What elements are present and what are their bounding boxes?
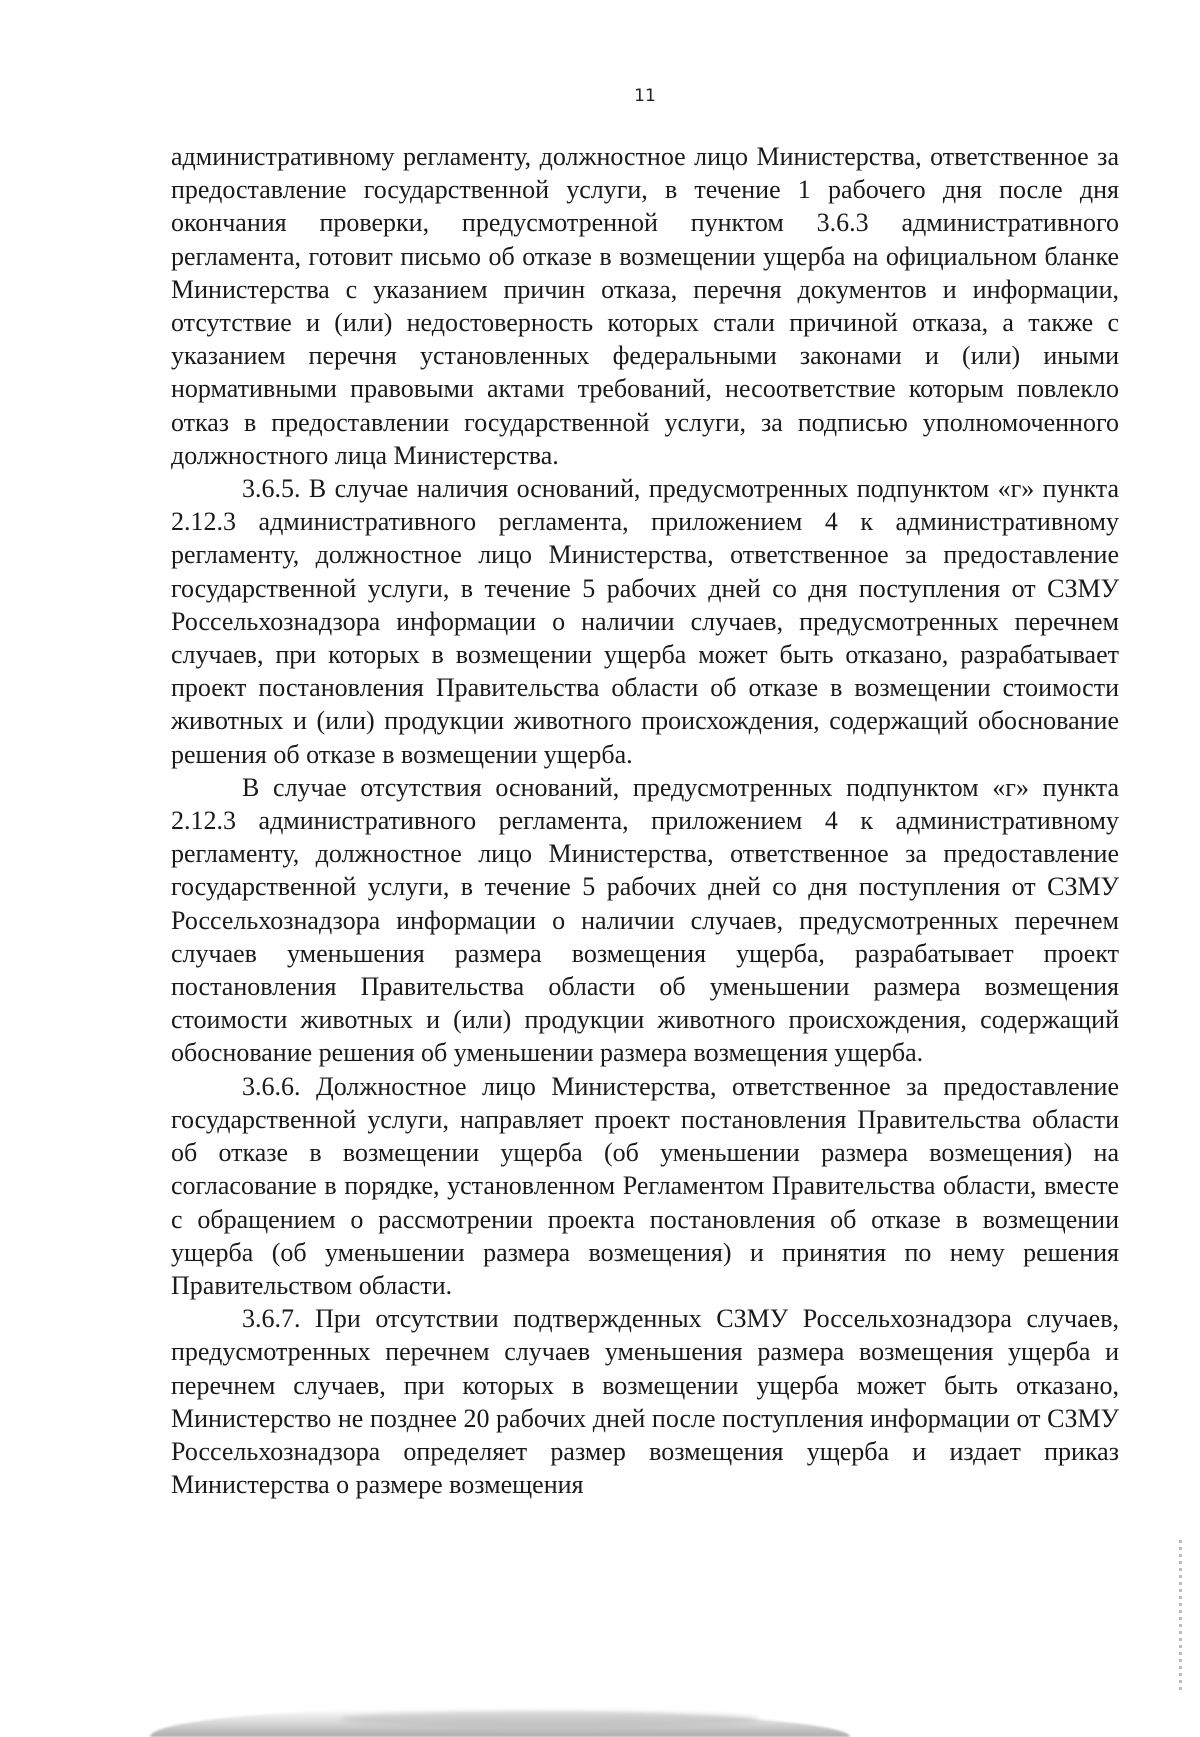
paragraph-no-grounds: В случае отсутствия оснований, предусмотренных подпунктом «г» пункта 2.12.3 административного регламента, приложением 4 к административному регламенту, должностное лицо Министерства, ответственное за предоставление государственной услуги, в течение 5 рабочих дней со дня поступления от СЗМУ Россельхознадзора информации о наличии случаев, предусмотренных перечнем случаев уменьшения размера возмещения ущерба, разрабатывает проект постановления Правительства области об уменьшении размера возмещения стоимости животных и (или) продукции животного происхождения, содержащий обоснование решения об уменьшении размера возмещения ущерба. [171, 772, 1119, 1068]
scan-shadow-inner [340, 1711, 760, 1727]
paragraph-3-6-6: 3.6.6. Должностное лицо Министерства, ответственное за предоставление государственной услуги, направляет проект постановления Правительства области об отказе в возмещении ущерба (об уменьшении размера возмещения) на согласование в порядке, установленном Регламентом Правительства области, вместе с обращением о рассмотрении проекта постановления об отказе в возмещении ущерба (об уменьшении размера возмещения) и принятия по нему решения Правительством области. [171, 1071, 1119, 1300]
page-number: 11 [634, 86, 656, 106]
paragraph-3-6-7: 3.6.7. При отсутствии подтвержденных СЗМУ Россельхознадзора случаев, предусмотренных перечнем случаев уменьшения размера возмещения ущерба и перечнем случаев, при которых в возмещении ущерба может быть отказано, Министерство не позднее 20 рабочих дней после поступления информации от СЗМУ Россельхознадзора определяет размер возмещения ущерба и издает приказ Министерства о размере возмещения [171, 1304, 1119, 1500]
paragraph-continuation: административному регламенту, должностное лицо Министерства, ответственное за предоставление государственной услуги, в течение 1 рабочего дня после дня окончания проверки, предусмотренной пунктом 3.6.3 административного регламента, готовит письмо об отказе в возмещении ущерба на официальном бланке Министерства с указанием причин отказа, перечня документов и информации, отсутствие и (или) недостоверность которых стали причиной отказа, а также с указанием перечня установленных федеральными законами и (или) иными нормативными правовыми актами требований, несоответствие которым повлекло отказ в предоставлении государственной услуги, за подписью уполномоченного должностного лица Министерства. [171, 142, 1119, 470]
document-body [171, 140, 1119, 1501]
scan-edge-mark [1179, 1540, 1182, 1690]
paragraph-3-6-5: 3.6.5. В случае наличия оснований, предусмотренных подпунктом «г» пункта 2.12.3 административного регламента, приложением 4 к административному регламенту, должностное лицо Министерства, ответственное за предоставление государственной услуги, в течение 5 рабочих дней со дня поступления от СЗМУ Россельхознадзора информации о наличии случаев, предусмотренных перечнем случаев, при которых в возмещении ущерба может быть отказано, разрабатывает проект постановления Правительства области об отказе в возмещении стоимости животных и (или) продукции животного происхождения, содержащий обоснование решения об отказе в возмещении ущерба. [171, 474, 1119, 769]
